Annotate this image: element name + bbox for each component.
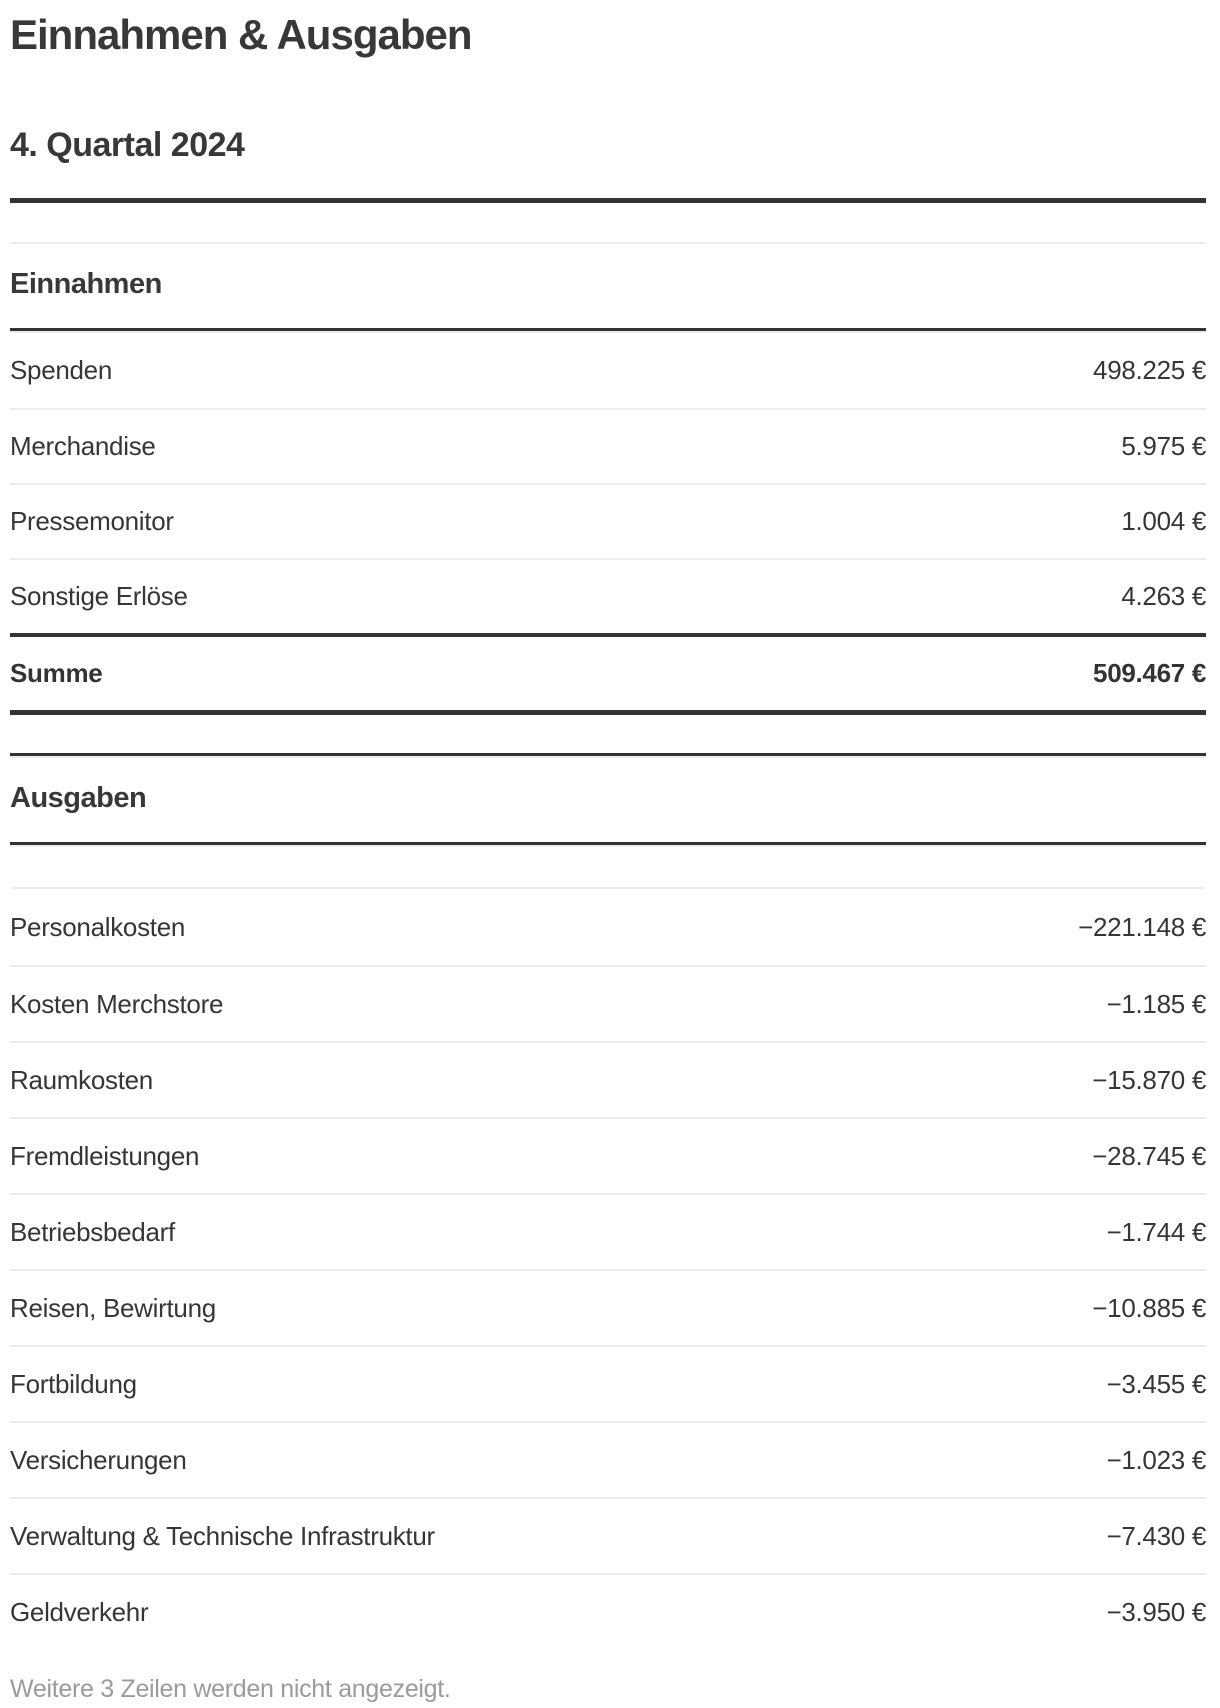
income-section bbox=[10, 266, 1206, 715]
row-label: Raumkosten bbox=[10, 1064, 153, 1095]
table-row bbox=[10, 408, 1206, 483]
table-row bbox=[10, 1573, 1206, 1649]
divider bbox=[10, 242, 1206, 244]
row-label: Pressemonitor bbox=[10, 506, 174, 536]
row-value: −3.455 € bbox=[1106, 1368, 1206, 1399]
row-value: −3.950 € bbox=[1106, 1596, 1206, 1627]
row-label: Reisen, Bewirtung bbox=[10, 1292, 216, 1323]
table-row bbox=[10, 1497, 1206, 1573]
row-value: 4.263 € bbox=[1121, 581, 1206, 611]
row-label: Spenden bbox=[10, 355, 113, 385]
row-label: Geldverkehr bbox=[10, 1596, 149, 1627]
row-value: 5.975 € bbox=[1121, 431, 1206, 461]
row-label: Merchandise bbox=[10, 431, 156, 461]
row-value: −15.870 € bbox=[1092, 1064, 1206, 1095]
row-value: −1.023 € bbox=[1106, 1444, 1206, 1475]
table-row bbox=[10, 558, 1206, 633]
expenses-section bbox=[10, 780, 1206, 1649]
row-label: Personalkosten bbox=[10, 911, 186, 942]
total-label: Summe bbox=[10, 658, 103, 688]
row-value: −1.185 € bbox=[1106, 988, 1206, 1019]
row-label: Fremdleistungen bbox=[10, 1140, 200, 1171]
row-value: −221.148 € bbox=[1078, 911, 1206, 942]
row-value: 1.004 € bbox=[1121, 506, 1206, 536]
table-row bbox=[10, 889, 1206, 965]
table-row bbox=[10, 1269, 1206, 1345]
table-row bbox=[10, 1193, 1206, 1269]
income-total-row bbox=[10, 637, 1206, 710]
total-value: 509.467 € bbox=[1093, 658, 1206, 688]
row-label: Betriebsbedarf bbox=[10, 1216, 175, 1247]
table-row bbox=[10, 1117, 1206, 1193]
row-value: −28.745 € bbox=[1092, 1140, 1206, 1171]
period-subtitle: 4. Quartal 2024 bbox=[10, 124, 1206, 203]
row-label: Verwaltung & Technische Infrastruktur bbox=[10, 1520, 435, 1551]
expenses-table bbox=[10, 889, 1206, 1649]
table-row bbox=[10, 1041, 1206, 1117]
row-label: Kosten Merchstore bbox=[10, 988, 224, 1019]
table-row bbox=[10, 1421, 1206, 1497]
divider bbox=[10, 756, 1206, 758]
table-row bbox=[10, 333, 1206, 408]
table-row bbox=[10, 1345, 1206, 1421]
expenses-heading: Ausgaben bbox=[10, 780, 1206, 845]
divider bbox=[10, 710, 1206, 715]
table-row bbox=[10, 483, 1206, 558]
hidden-rows-note: Weitere 3 Zeilen werden nicht angezeigt. bbox=[10, 1675, 451, 1703]
row-value: 498.225 € bbox=[1093, 355, 1206, 385]
row-label: Sonstige Erlöse bbox=[10, 581, 188, 611]
empty-row bbox=[10, 847, 1206, 889]
row-value: −7.430 € bbox=[1106, 1520, 1206, 1551]
income-heading: Einnahmen bbox=[10, 266, 1206, 331]
row-label: Fortbildung bbox=[10, 1368, 137, 1399]
row-label: Versicherungen bbox=[10, 1444, 187, 1475]
row-value: −1.744 € bbox=[1106, 1216, 1206, 1247]
income-table bbox=[10, 333, 1206, 633]
report-page bbox=[0, 10, 1220, 1705]
page-title: Einnahmen & Ausgaben bbox=[10, 11, 472, 58]
table-row bbox=[10, 965, 1206, 1041]
row-value: −10.885 € bbox=[1092, 1292, 1206, 1323]
